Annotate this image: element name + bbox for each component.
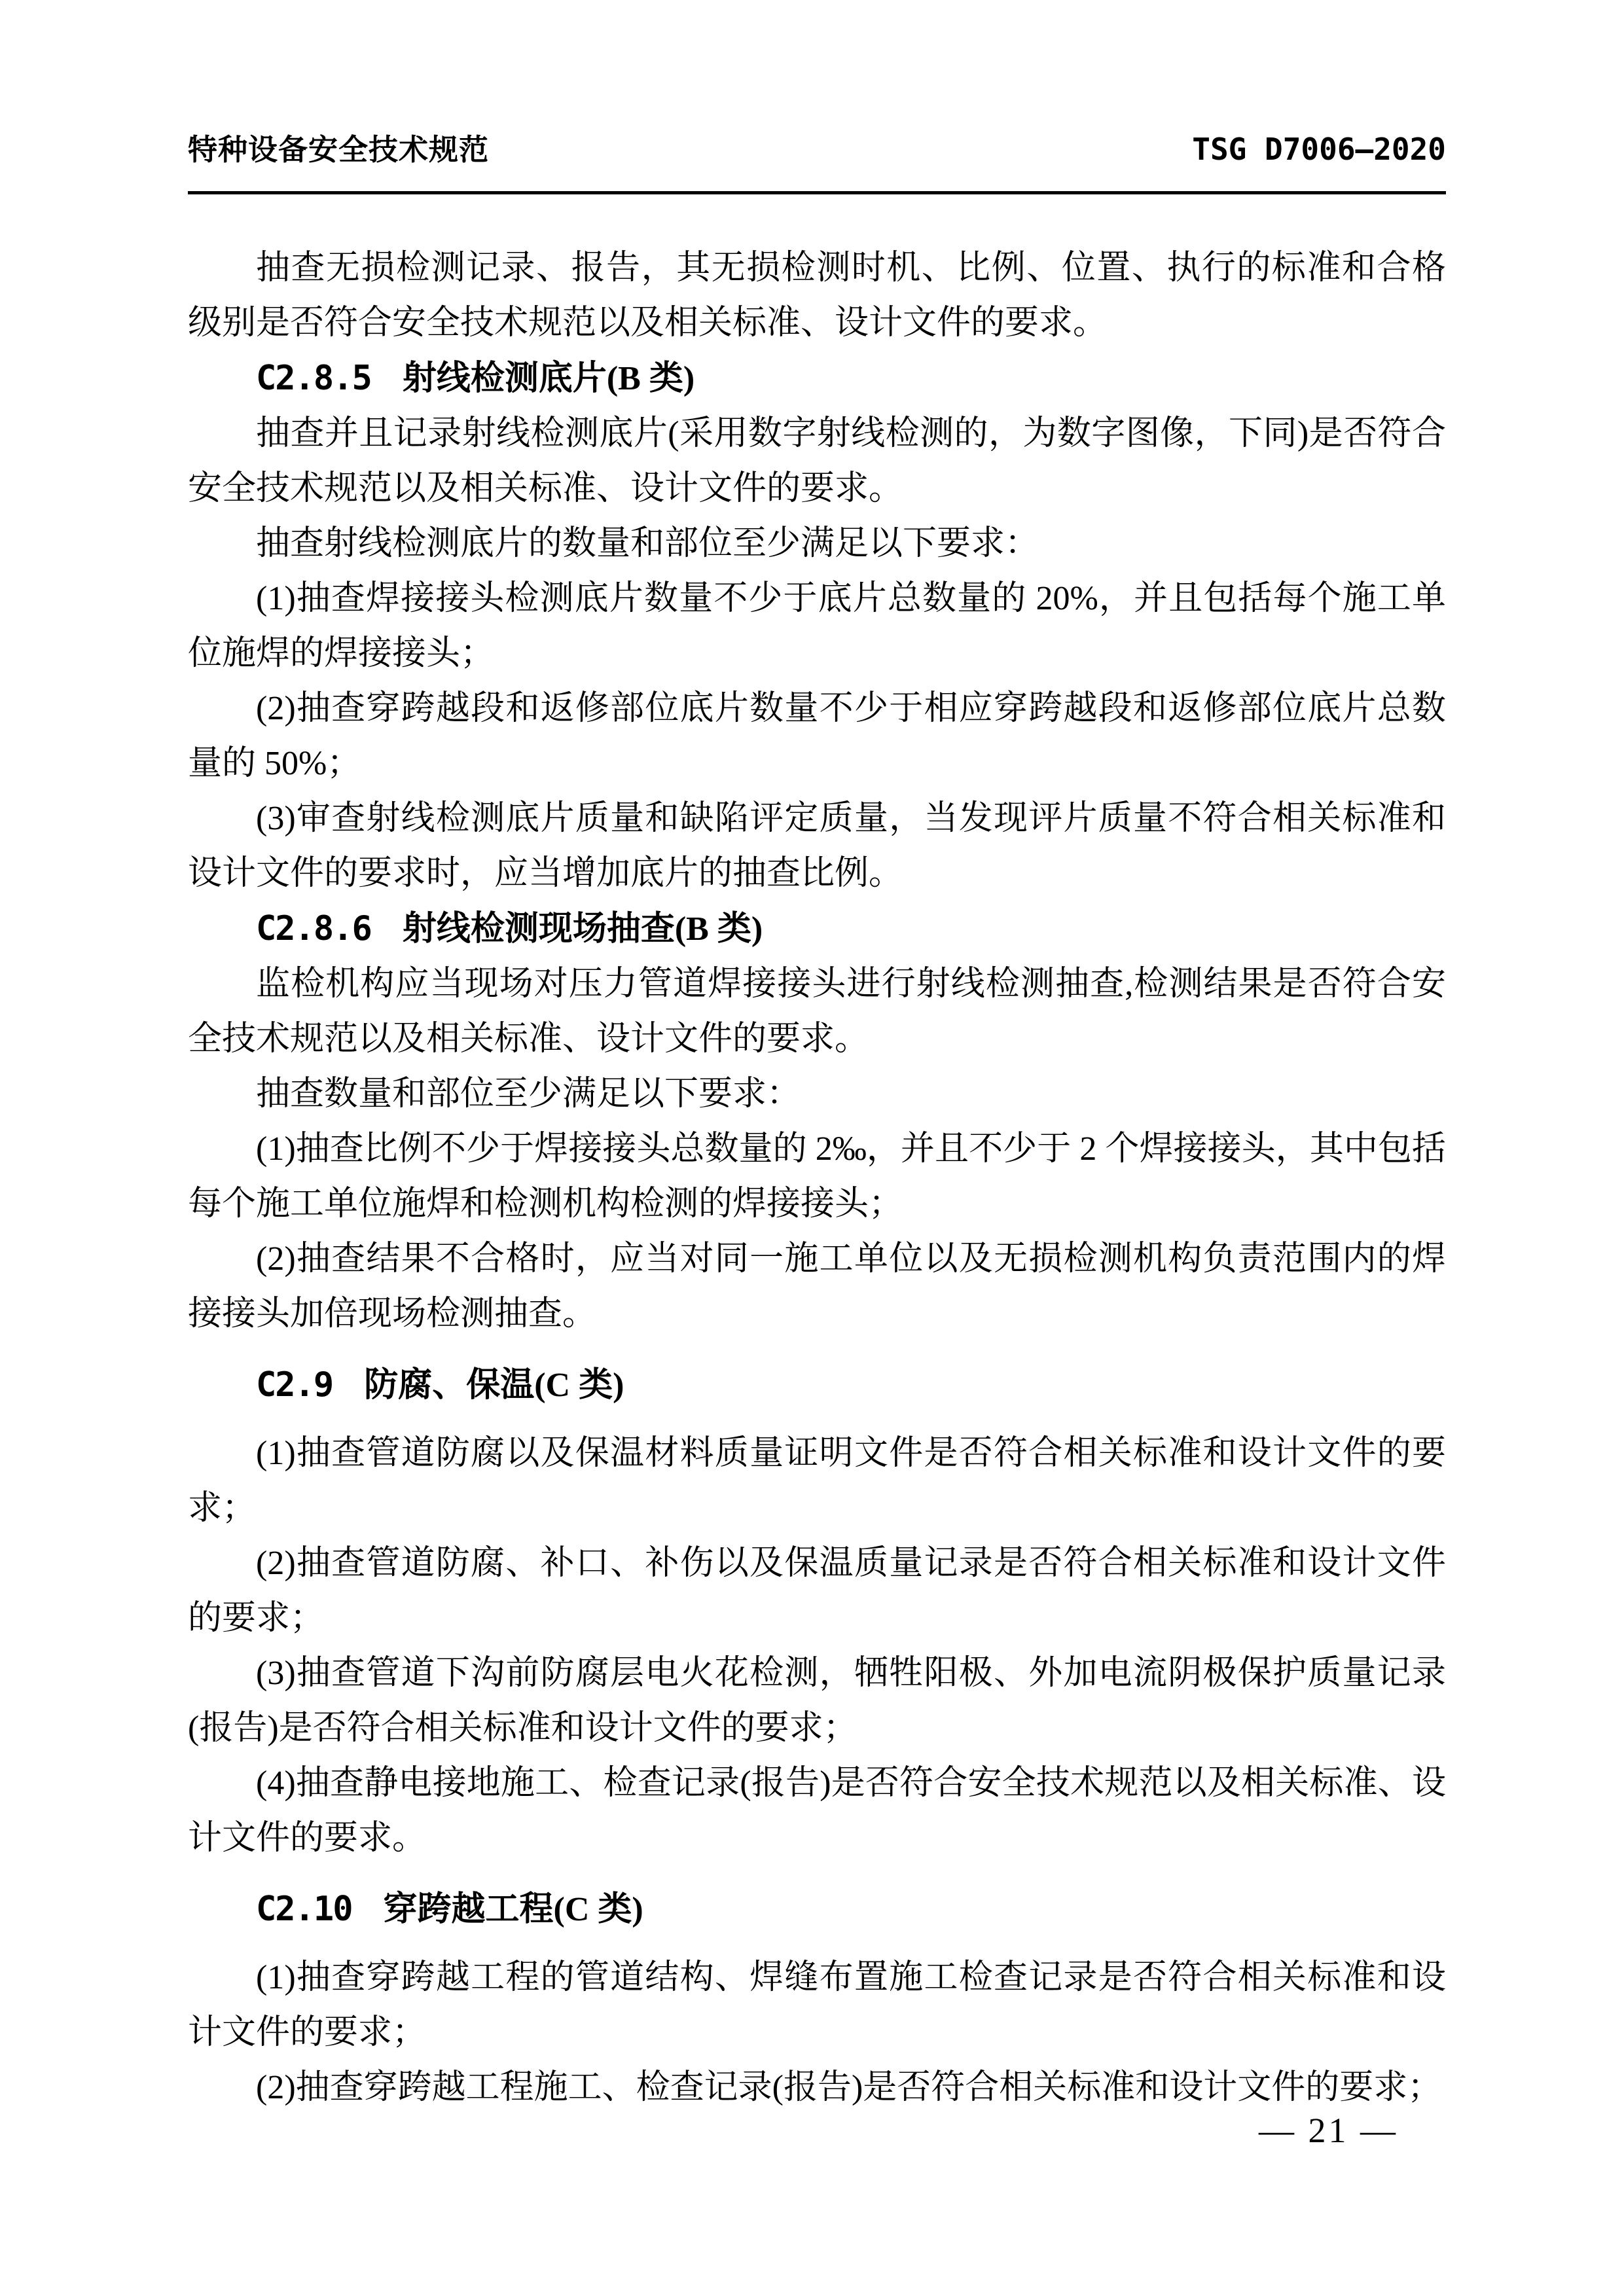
clause-number: C2.8.5 — [256, 359, 371, 398]
paragraph: (1)抽查比例不少于焊接接头总数量的 2‰，并且不少于 2 个焊接接头，其中包括每个施工单位施焊和检测机构检测的焊接接头； — [188, 1130, 1446, 1223]
paragraph: (2)抽查结果不合格时，应当对同一施工单位以及无损检测机构负责范围内的焊接接头加倍现场检测抽查。 — [188, 1240, 1446, 1333]
paragraph: (1)抽查管道防腐以及保温材料质量证明文件是否符合相关标准和设计文件的要求； — [188, 1435, 1446, 1527]
header-rule-divider — [188, 191, 1446, 194]
paragraph: (3)抽查管道下沟前防腐层电火花检测，牺牲阳极、外加电流阴极保护质量记录(报告)是否符合相关标准和设计文件的要求； — [188, 1655, 1446, 1747]
clause-number: C2.9 — [256, 1365, 333, 1405]
paragraph: (2)抽查管道防腐、补口、补伤以及保温质量记录是否符合相关标准和设计文件的要求； — [188, 1545, 1446, 1637]
paragraph: 抽查无损检测记录、报告，其无损检测时机、比例、位置、执行的标准和合格级别是否符合安全技术规范以及相关标准、设计文件的要求。 — [188, 249, 1446, 342]
paragraph: (1)抽查穿跨越工程的管道结构、焊缝布置施工检查记录是否符合相关标准和设计文件的要求； — [188, 1959, 1446, 2051]
document-content — [188, 241, 1446, 2115]
page-number: — 21 — — [1259, 2111, 1398, 2150]
paragraph: 抽查数量和部位至少满足以下要求： — [256, 1075, 801, 1113]
paragraph: (3)审查射线检测底片质量和缺陷评定质量，当发现评片质量不符合相关标准和设计文件的要求时，应当增加底片的抽查比例。 — [188, 800, 1446, 892]
clause-number: C2.10 — [256, 1890, 352, 1929]
section-heading — [188, 1882, 1446, 1937]
paragraph: (2)抽查穿跨越工程施工、检查记录(报告)是否符合相关标准和设计文件的要求； — [256, 2069, 1442, 2106]
clause-number: C2.8.6 — [256, 909, 371, 948]
header-doc-code: TSG D7006—2020 — [1192, 132, 1446, 167]
paragraph: (2)抽查穿跨越段和返修部位底片数量不少于相应穿跨越段和返修部位底片总数量的 50%； — [188, 690, 1446, 782]
section-heading — [188, 1357, 1446, 1413]
paragraph: (4)抽查静电接地施工、检查记录(报告)是否符合安全技术规范以及相关标准、设计文件的要求。 — [188, 1765, 1446, 1857]
clause-title: 穿跨越工程(C 类) — [383, 1891, 643, 1928]
section-heading — [188, 901, 1446, 957]
clause-title: 防腐、保温(C 类) — [364, 1367, 624, 1404]
clause-title: 射线检测底片(B 类) — [402, 360, 695, 397]
page-header — [188, 132, 1446, 167]
paragraph: 抽查并且记录射线检测底片(采用数字射线检测的，为数字图像，下同)是否符合安全技术规范以及相关标准、设计文件的要求。 — [188, 415, 1446, 507]
clause-title: 射线检测现场抽查(B 类) — [402, 910, 763, 948]
header-title: 特种设备安全技术规范 — [188, 133, 490, 166]
section-heading — [188, 351, 1446, 406]
paragraph: (1)抽查焊接接头检测底片数量不少于底片总数量的 20%，并且包括每个施工单位施焊的焊接接头； — [188, 580, 1446, 672]
paragraph: 抽查射线检测底片的数量和部位至少满足以下要求： — [256, 525, 1039, 562]
paragraph: 监检机构应当现场对压力管道焊接接头进行射线检测抽查,检测结果是否符合安全技术规范以及相关标准、设计文件的要求。 — [188, 965, 1446, 1058]
